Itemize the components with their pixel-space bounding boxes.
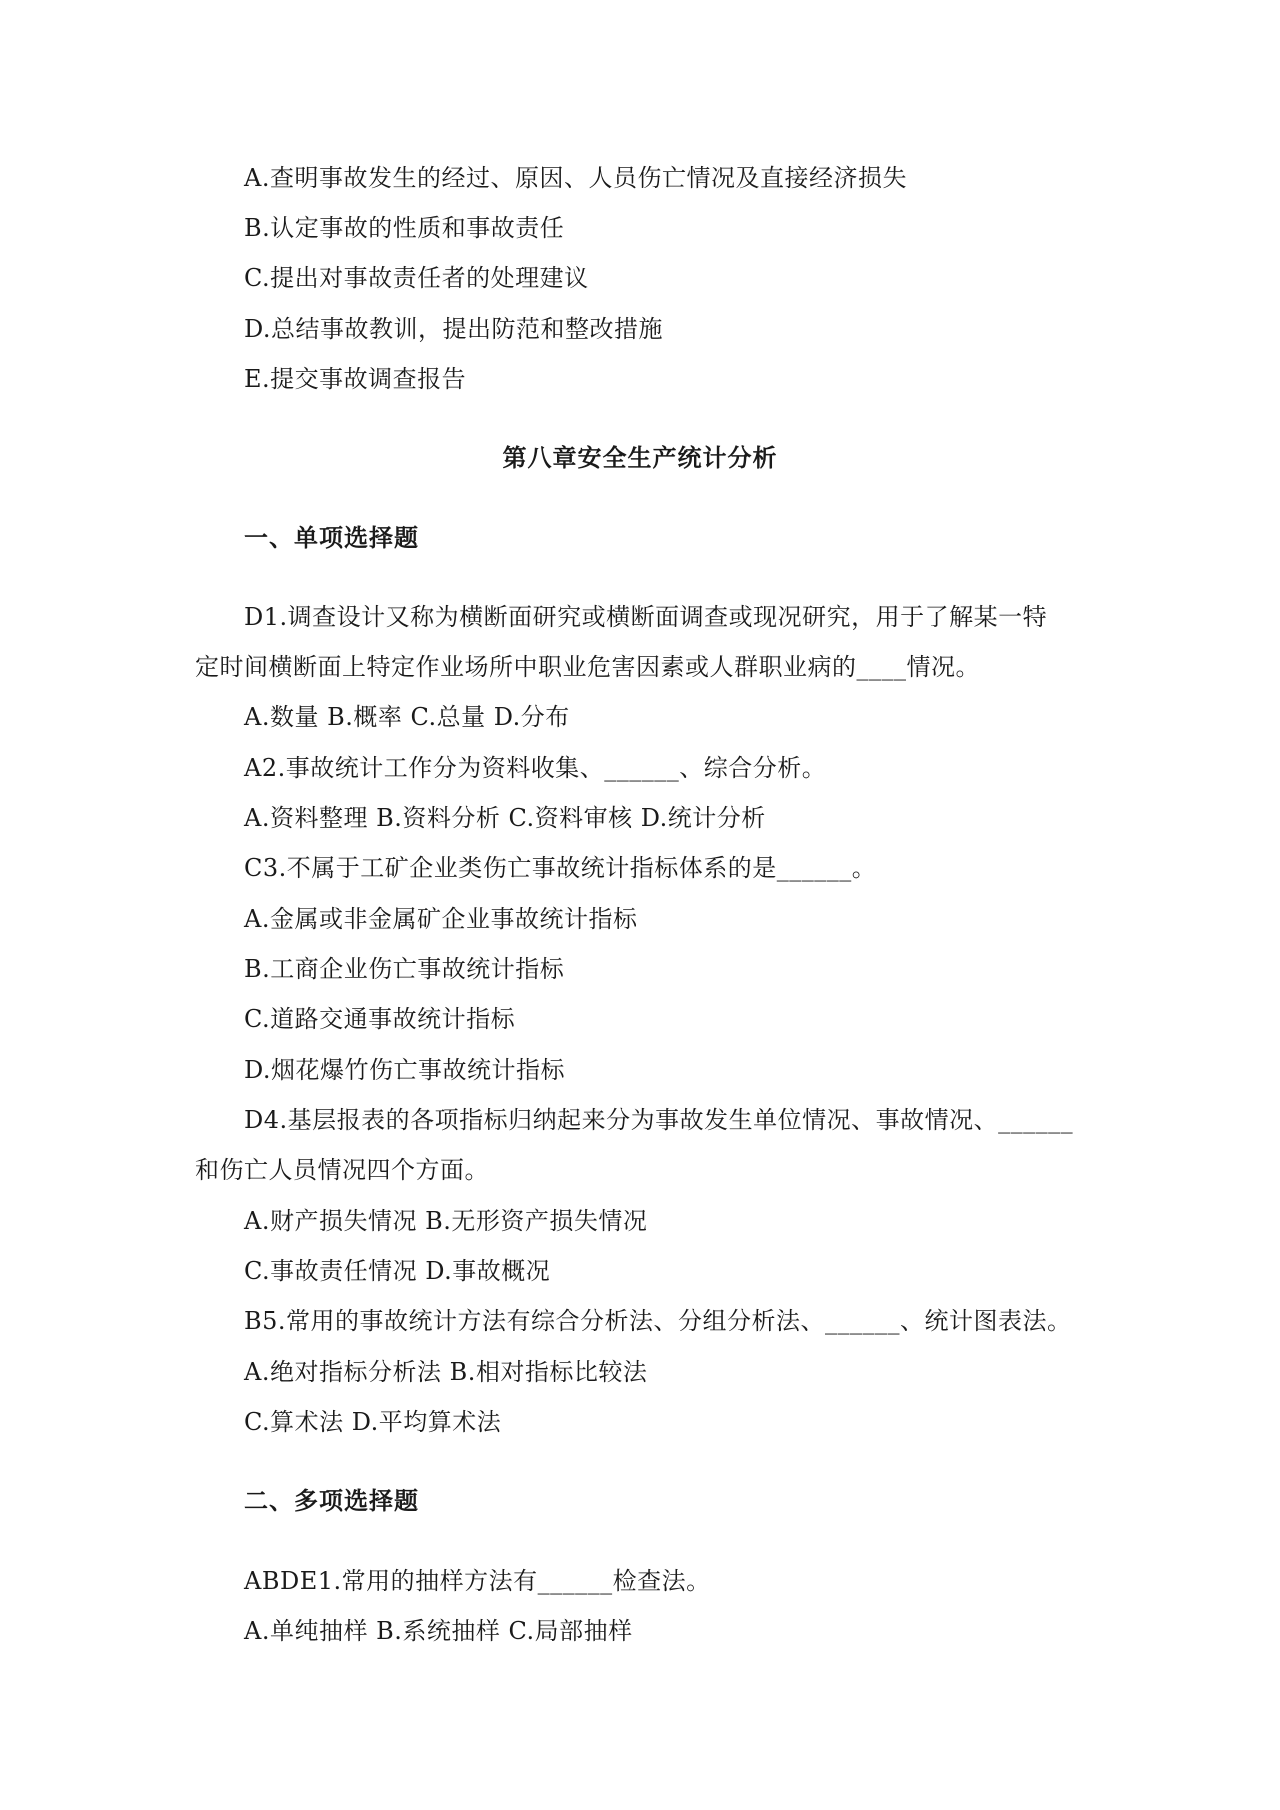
multi-question-1-options: A.单纯抽样 B.系统抽样 C.局部抽样 <box>244 1617 633 1645</box>
question-3-option-a: A.金属或非金属矿企业事故统计指标 <box>244 905 638 933</box>
question-3-option-c: C.道路交通事故统计指标 <box>244 1005 516 1033</box>
question-5-options-1: A.绝对指标分析法 B.相对指标比较法 <box>244 1358 648 1386</box>
question-1-line-1: D1.调查设计又称为横断面研究或横断面调查或现况研究，用于了解某一特 <box>244 603 1048 631</box>
section-title-multiple-choice: 二、多项选择题 <box>244 1487 419 1515</box>
section-title-single-choice: 一、单项选择题 <box>244 524 419 552</box>
option-d: D.总结事故教训，提出防范和整改措施 <box>244 315 664 343</box>
question-4-options-2: C.事故责任情况 D.事故概况 <box>244 1257 551 1285</box>
question-1-line-2: 定时间横断面上特定作业场所中职业危害因素或人群职业病的____情况。 <box>195 653 980 681</box>
option-c: C.提出对事故责任者的处理建议 <box>244 264 589 292</box>
option-b: B.认定事故的性质和事故责任 <box>244 214 565 242</box>
question-3-option-b: B.工商企业伤亡事故统计指标 <box>244 955 565 983</box>
multi-question-1: ABDE1.常用的抽样方法有______检查法。 <box>244 1567 711 1595</box>
question-4-line-1: D4.基层报表的各项指标归纳起来分为事故发生单位情况、事故情况、______ <box>244 1106 1074 1134</box>
question-2: A2.事故统计工作分为资料收集、______、综合分析。 <box>244 754 827 782</box>
question-4-options-1: A.财产损失情况 B.无形资产损失情况 <box>244 1207 648 1235</box>
question-1-options: A.数量 B.概率 C.总量 D.分布 <box>244 703 570 731</box>
option-e: E.提交事故调查报告 <box>244 365 467 393</box>
question-5: B5.常用的事故统计方法有综合分析法、分组分析法、______、统计图表法。 <box>244 1307 1072 1335</box>
question-2-options: A.资料整理 B.资料分析 C.资料审核 D.统计分析 <box>244 804 766 832</box>
chapter-title: 第八章安全生产统计分析 <box>502 444 778 472</box>
question-4-line-2: 和伤亡人员情况四个方面。 <box>195 1156 489 1184</box>
option-a: A.查明事故发生的经过、原因、人员伤亡情况及直接经济损失 <box>244 164 907 192</box>
question-3: C3.不属于工矿企业类伤亡事故统计指标体系的是______。 <box>244 854 877 882</box>
question-3-option-d: D.烟花爆竹伤亡事故统计指标 <box>244 1056 566 1084</box>
question-5-options-2: C.算术法 D.平均算术法 <box>244 1408 502 1436</box>
